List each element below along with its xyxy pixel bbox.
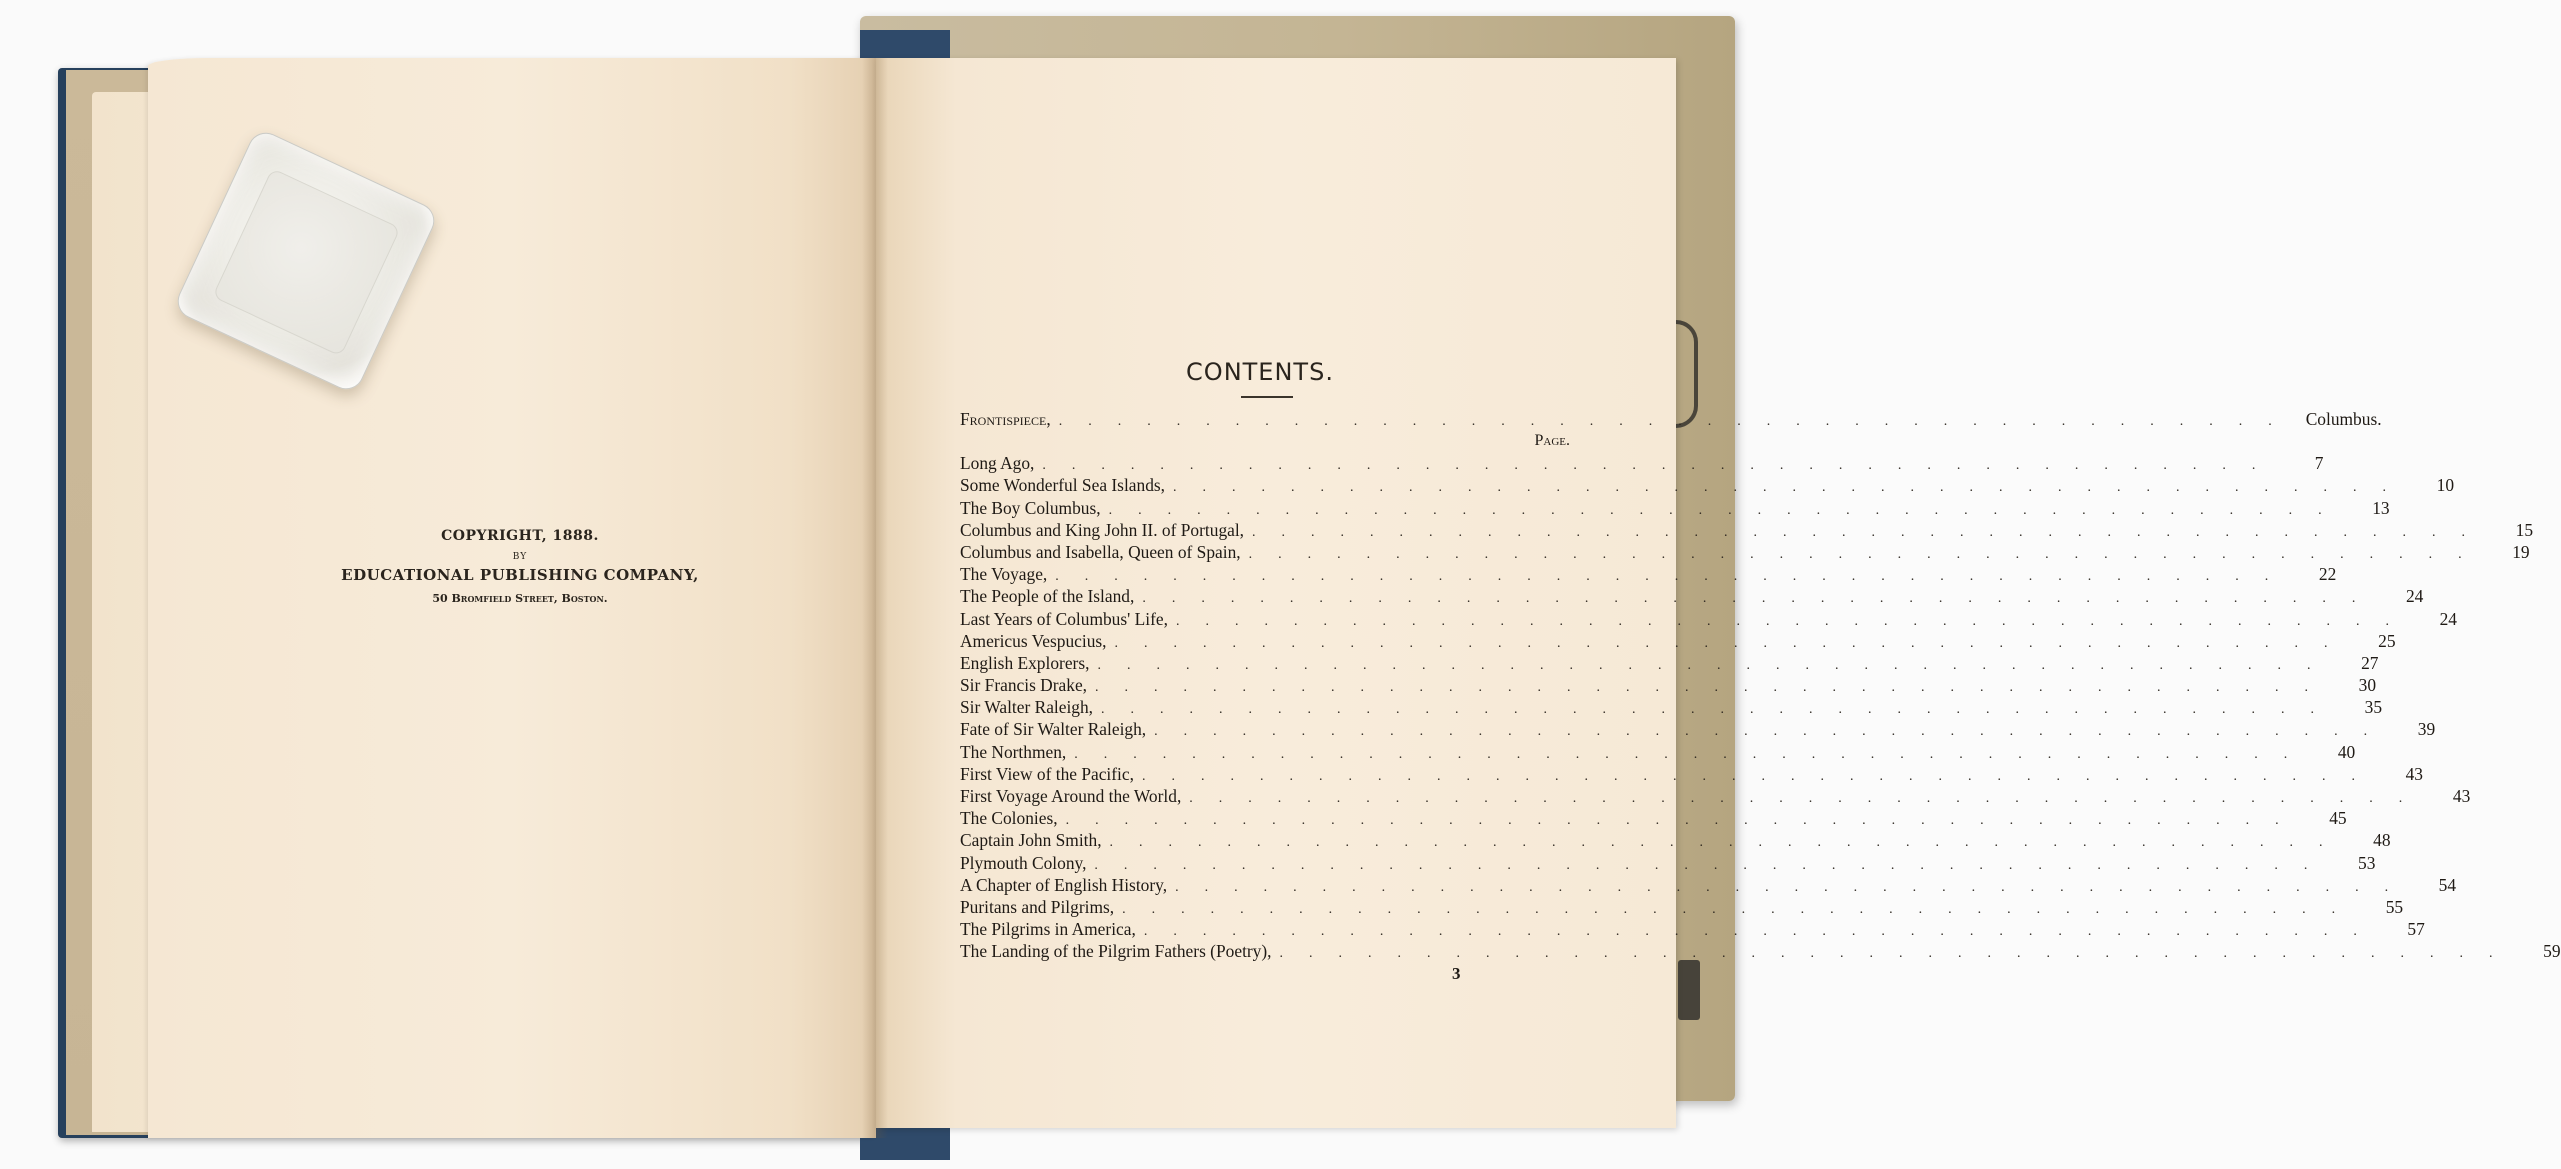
toc-entry-page: 24 (2405, 586, 2424, 607)
toc-entry (960, 674, 2377, 696)
toc-entry-page: 55 (2385, 896, 2404, 917)
toc-entry-title: Fate of Sir Walter Raleigh, (960, 719, 1147, 740)
toc-entry-page: 10 (2436, 475, 2455, 496)
toc-entry (960, 630, 2396, 652)
toc-entry (960, 874, 2457, 896)
toc-entry-page: 45 (2329, 808, 2347, 829)
toc-entry-page: 40 (2337, 741, 2356, 762)
toc-entry-title: Plymouth Colony, (960, 852, 1087, 873)
toc-entry (960, 829, 2391, 851)
toc-entry-title: The Pilgrims in America, (960, 919, 1136, 940)
toc-entry-title: English Explorers, (960, 652, 1090, 673)
book-gutter (862, 58, 888, 1138)
clasp-tab (1678, 960, 1700, 1020)
copyright-line: COPYRIGHT, 1888. (441, 528, 599, 544)
toc-entry-title: Columbus and Isabella, Queen of Spain, (960, 541, 1241, 562)
toc-entry (960, 452, 2324, 474)
toc-entry-page: 43 (2452, 786, 2471, 806)
toc-entry (960, 519, 2534, 541)
contents-heading: CONTENTS. (1186, 358, 1334, 386)
toc-entry-page: 53 (2358, 852, 2376, 873)
leader-dots: .......................................... (1248, 546, 2488, 562)
toc-entry-title: Columbus and King John II. of Portugal, (960, 519, 1245, 540)
toc-entry-title: First Voyage Around the World, (960, 786, 1182, 806)
toc-entry-title: Sir Walter Raleigh, (960, 697, 1094, 718)
toc-entry-page: 35 (2364, 697, 2383, 718)
leader-dots: .......................................... (1065, 813, 2305, 829)
leader-dots: .......................................... (1173, 480, 2413, 496)
leader-dots: .......................................... (1095, 680, 2335, 696)
toc-entry-page: 39 (2417, 719, 2436, 740)
toc-entry (960, 474, 2455, 496)
toc-entry (960, 541, 2530, 563)
leader-dots: .......................................... (1142, 591, 2382, 607)
frontispiece-row (960, 408, 2382, 430)
toc-entry (960, 896, 2404, 918)
leader-dots: .......................................... (1114, 635, 2354, 651)
leader-dots: .......................................... (1101, 702, 2341, 718)
toc-entry (960, 652, 2379, 674)
leader-dots: .......................................... (1252, 524, 2492, 540)
toc-entry (960, 940, 2561, 962)
toc-entry-title: The Colonies, (960, 808, 1058, 829)
toc-entry-page: 24 (2439, 608, 2457, 629)
toc-entry-title: A Chapter of English History, (960, 874, 1168, 895)
toc-entry (960, 608, 2457, 630)
leader-dots: .......................................... (1094, 857, 2334, 873)
toc-entry-title: Captain John Smith, (960, 830, 1102, 851)
page-column-label: Page. (1534, 432, 1570, 450)
toc-entry (960, 585, 2424, 607)
toc-entry-title: Americus Vespucius, (960, 630, 1107, 651)
toc-entry-page: 27 (2361, 652, 2379, 673)
toc-entry-page: 43 (2405, 763, 2423, 784)
leader-dots: .......................................... (1058, 414, 2298, 429)
toc-entry (960, 497, 2390, 519)
toc-entry-title: Last Years of Columbus' Life, (960, 608, 1168, 629)
toc-entry-page: 7 (2314, 453, 2324, 474)
copyright-block (340, 528, 700, 605)
page-number: 3 (1452, 964, 1461, 983)
table-of-contents (960, 408, 2561, 963)
leader-dots: .......................................... (1141, 768, 2381, 784)
toc-entry-page: 15 (2515, 519, 2534, 540)
toc-entry-title: The Landing of the Pilgrim Fathers (Poetry), (960, 941, 1272, 962)
toc-entry (960, 718, 2436, 740)
toc-entry-page: 19 (2512, 541, 2530, 562)
toc-entry (960, 852, 2376, 874)
toc-entry (960, 696, 2383, 718)
leader-dots: .......................................... (1074, 746, 2314, 762)
frontispiece-label: Frontispiece, (960, 409, 1051, 429)
toc-entry (960, 741, 2356, 763)
toc-entry-page: 25 (2378, 630, 2396, 651)
leader-dots: .......................................... (1143, 924, 2383, 940)
frontispiece-value: Columbus. (2305, 409, 2382, 429)
leader-dots: .......................................... (1122, 901, 2362, 917)
toc-entry-title: The Boy Columbus, (960, 497, 1101, 518)
glass-facet (212, 168, 401, 357)
toc-entry-page: 59 (2543, 941, 2561, 962)
leader-dots: .......................................... (1108, 502, 2348, 518)
leader-dots: .......................................... (1055, 569, 2295, 585)
toc-entry-title: First View of the Pacific, (960, 763, 1134, 784)
toc-entry-page: 57 (2407, 919, 2425, 940)
toc-entry-title: Long Ago, (960, 453, 1035, 474)
leader-dots: .......................................... (1189, 791, 2429, 806)
toc-entries (960, 452, 2561, 962)
leader-dots: .......................................... (1154, 724, 2394, 740)
toc-entry-page: 22 (2318, 564, 2337, 585)
leader-dots: .......................................... (1109, 835, 2349, 851)
leader-dots: .......................................... (1175, 879, 2415, 895)
toc-entry (960, 918, 2425, 940)
toc-entry-title: The Voyage, (960, 564, 1048, 585)
toc-entry (960, 763, 2423, 785)
leader-dots: .......................................... (1097, 657, 2337, 673)
toc-entry-page: 30 (2358, 675, 2377, 696)
toc-entry-page: 13 (2372, 497, 2390, 518)
toc-entry (960, 785, 2471, 807)
leader-dots: .......................................... (1175, 613, 2415, 629)
leader-dots: .......................................... (1042, 458, 2282, 474)
copyright-by: BY (512, 552, 528, 562)
toc-entry-title: Puritans and Pilgrims, (960, 896, 1115, 917)
toc-entry-page: 54 (2438, 874, 2457, 895)
toc-entry-title: Sir Francis Drake, (960, 675, 1088, 696)
publisher-name: EDUCATIONAL PUBLISHING COMPANY, (341, 566, 699, 584)
toc-entry (960, 563, 2337, 585)
publisher-address: 50 Bromfield Street, Boston. (432, 592, 608, 605)
toc-entry (960, 807, 2347, 829)
heading-rule (1241, 396, 1293, 398)
toc-entry-title: The Northmen, (960, 741, 1067, 762)
toc-entry-title: Some Wonderful Sea Islands, (960, 475, 1166, 496)
toc-entry-page: 48 (2373, 830, 2391, 851)
toc-entry-title: The People of the Island, (960, 586, 1135, 607)
leader-dots: .......................................... (1279, 946, 2519, 962)
